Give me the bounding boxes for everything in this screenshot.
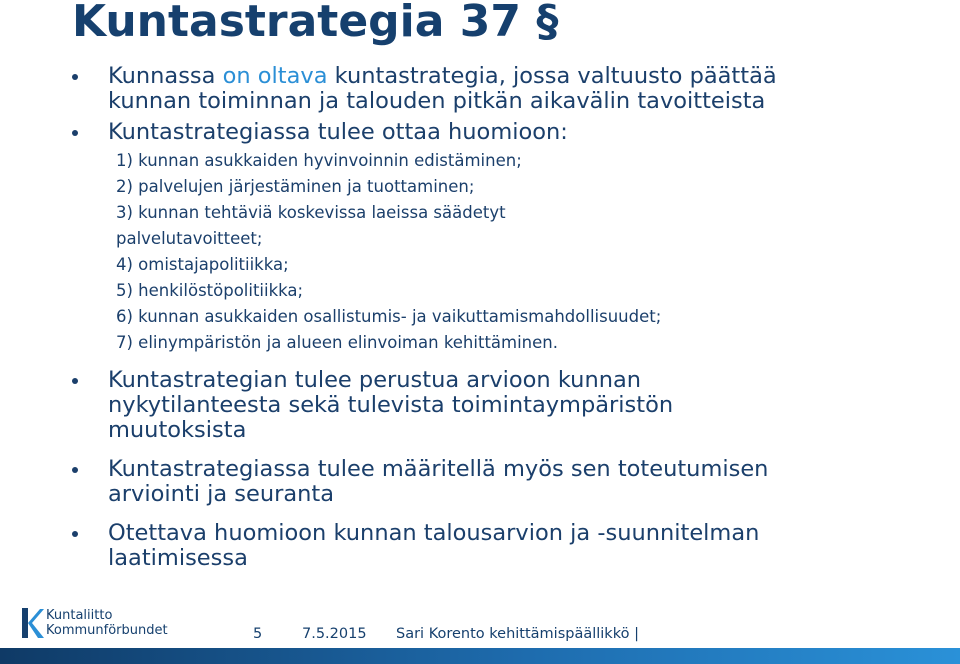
sub-item: 3) kunnan tehtäviä koskevissa laeissa säädetyt	[116, 203, 506, 222]
bullet-item	[72, 64, 932, 116]
page-number: 5	[253, 626, 263, 642]
bullet-text-prefix: Kunnassa	[108, 63, 223, 89]
bullet-text-accent: on oltava	[222, 63, 328, 89]
bullet-dot-icon	[72, 74, 78, 80]
footer-date: 7.5.2015	[302, 626, 367, 642]
k-logo-icon	[18, 606, 44, 640]
bottom-color-bar	[0, 648, 960, 664]
bullet-text-line2: nykytilanteesta sekä tulevista toimintaympäristön	[108, 392, 674, 418]
bullet-text: Kuntastrategiassa tulee ottaa huomioon:	[108, 119, 568, 145]
bullet-item	[72, 120, 932, 146]
footer-author: Sari Korento kehittämispäällikkö |	[396, 626, 639, 642]
bullet-item	[72, 521, 932, 573]
sub-item: 6) kunnan asukkaiden osallistumis- ja vaikuttamismahdollisuudet;	[116, 307, 662, 326]
sub-item: 7) elinympäristön ja alueen elinvoiman kehittäminen.	[116, 333, 558, 352]
bullet-text-rest: kuntastrategia, jossa valtuusto päättää	[327, 63, 777, 89]
sub-item: 5) henkilöstöpolitiikka;	[116, 281, 304, 300]
bullet-text-line2: arviointi ja seuranta	[108, 481, 335, 507]
bullet-text: Kuntastrategiassa tulee määritellä myös sen toteutumisen	[108, 456, 769, 482]
bullet-text-line2: kunnan toiminnan ja talouden pitkän aikavälin tavoitteista	[108, 88, 766, 114]
sub-item: palvelutavoitteet;	[116, 229, 263, 248]
bullet-dot-icon	[72, 378, 78, 384]
slide-title: Kuntastrategia 37 §	[72, 0, 559, 47]
bullet-dot-icon	[72, 467, 78, 473]
bullet-text	[108, 64, 928, 89]
bullet-text-line3: muutoksista	[108, 417, 247, 443]
bullet-text: Otettava huomioon kunnan talousarvion ja -suunnitelman	[108, 520, 760, 546]
bullet-item	[72, 457, 932, 509]
bullet-text: Kuntastrategian tulee perustua arvioon kunnan	[108, 367, 642, 393]
sub-item: 2) palvelujen järjestäminen ja tuottaminen;	[116, 177, 475, 196]
kuntaliitto-logo	[18, 604, 198, 644]
sub-item: 4) omistajapolitiikka;	[116, 255, 289, 274]
logo-line-2: Kommunförbundet	[46, 623, 168, 638]
bullet-item	[72, 368, 932, 444]
logo-line-1: Kuntaliitto	[46, 608, 113, 623]
sub-item: 1) kunnan asukkaiden hyvinvoinnin edistäminen;	[116, 151, 522, 170]
bullet-text-line2: laatimisessa	[108, 545, 248, 571]
bullet-dot-icon	[72, 130, 78, 136]
bullet-dot-icon	[72, 531, 78, 537]
